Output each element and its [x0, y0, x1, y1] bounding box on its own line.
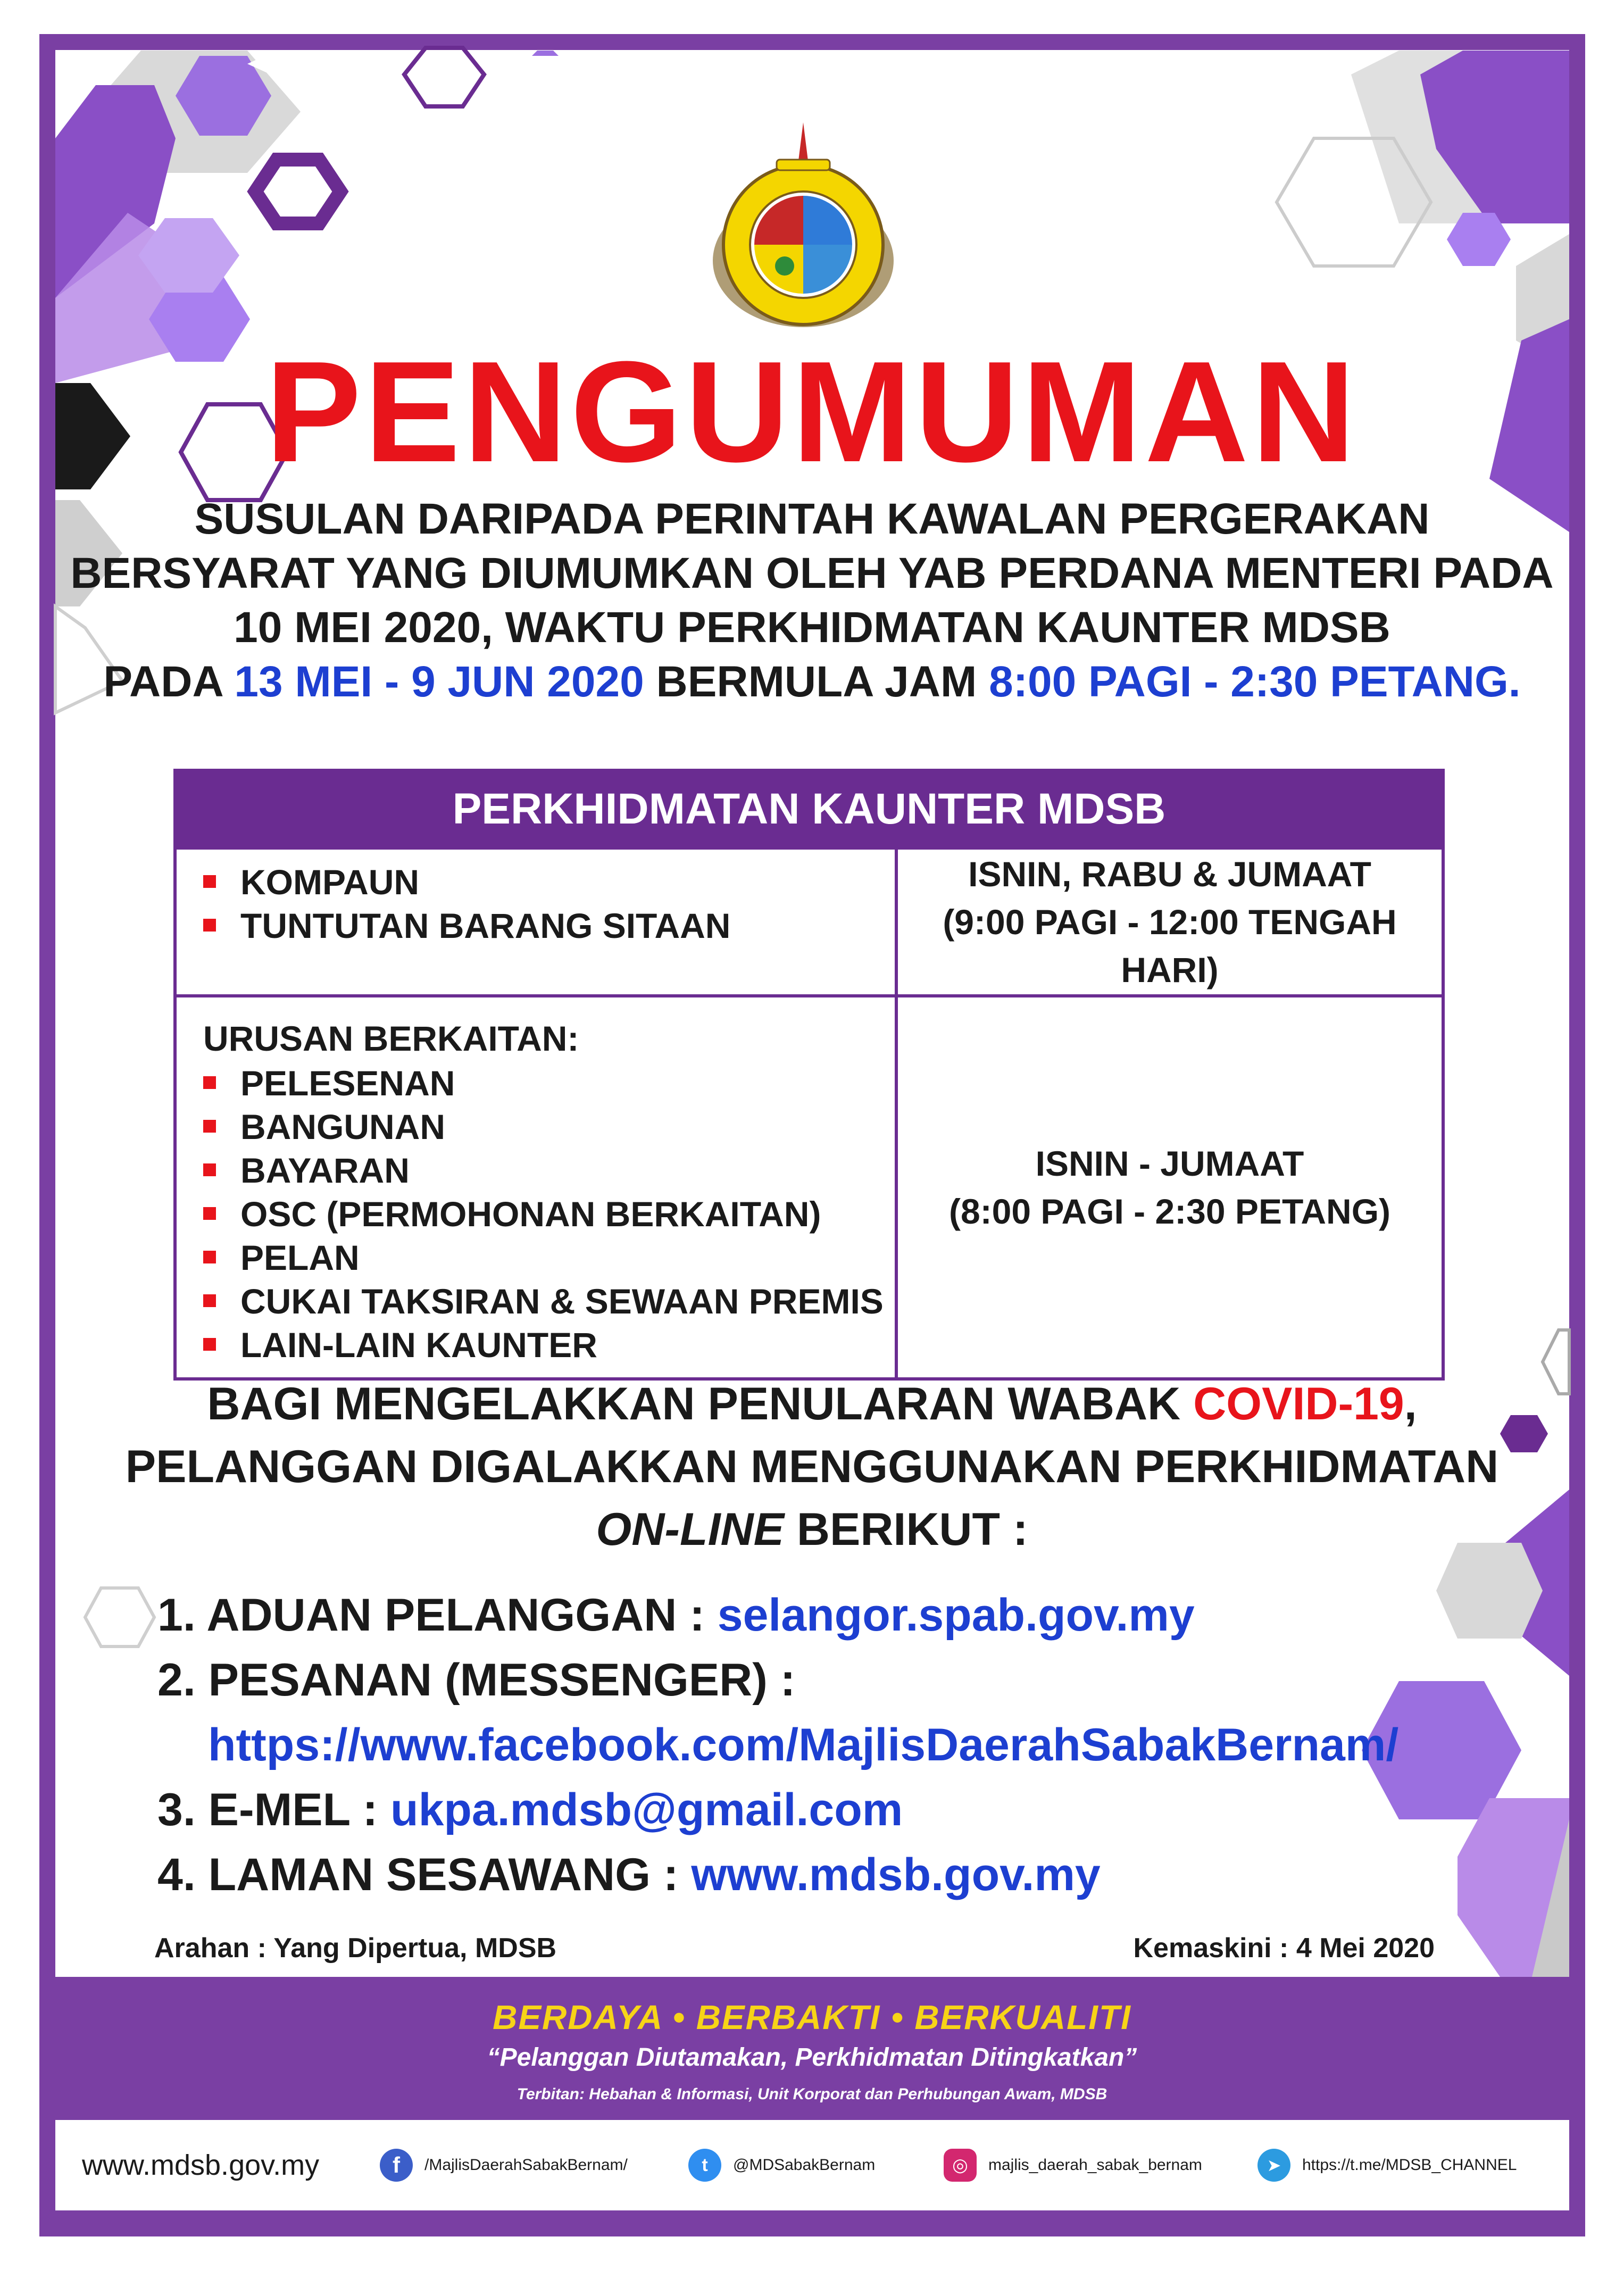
lead-line-4-mid: BERMULA JAM	[644, 658, 989, 706]
footer-telegram[interactable]	[1257, 2120, 1517, 2210]
facebook-icon: f	[380, 2149, 413, 2182]
footer-twitter-text: @MDSabakBernam	[733, 2156, 876, 2174]
lead-dates: 13 MEI - 9 JUN 2020	[234, 658, 644, 706]
footer-facebook-text: /MajlisDaerahSabakBernam/	[424, 2156, 628, 2174]
announcement-lead	[0, 492, 1624, 709]
list-item: PELAN	[198, 1236, 884, 1279]
footer-website[interactable]	[82, 2120, 319, 2210]
service-row-2-items	[175, 996, 896, 1379]
online-word: ON-LINE	[596, 1504, 784, 1555]
updated-date: Kemaskini : 4 Mei 2020	[1133, 1933, 1435, 1964]
mdsb-crest-logo	[692, 85, 915, 330]
list-item: OSC (PERMOHONAN BERKAITAN)	[198, 1192, 884, 1236]
directive-note: Arahan : Yang Dipertua, MDSB	[154, 1933, 557, 1964]
advice-line-1-prefix: BAGI MENGELAKKAN PENULARAN WABAK	[207, 1378, 1194, 1429]
tagline: “Pelanggan Diutamakan, Perkhidmatan Ditingkatkan”	[487, 2043, 1137, 2072]
online-service-messenger	[157, 1648, 1398, 1777]
page-title: PENGUMUMAN	[265, 332, 1359, 492]
service-label: 2. PESANAN (MESSENGER) :	[157, 1654, 796, 1706]
footer-instagram[interactable]	[944, 2120, 1202, 2210]
service-label: 4. LAMAN SESAWANG :	[157, 1849, 692, 1900]
online-service-complaint	[157, 1583, 1398, 1648]
service-label: 1. ADUAN PELANGGAN :	[157, 1590, 718, 1641]
online-services-list	[157, 1583, 1398, 1907]
motto: BERDAYA • BERBAKTI • BERKUALITI	[493, 1998, 1131, 2036]
schedule-hours: (9:00 PAGI - 12:00 TENGAH HARI)	[943, 902, 1397, 990]
social-footer	[55, 2120, 1569, 2210]
lead-hours: 8:00 PAGI - 2:30 PETANG.	[989, 658, 1521, 706]
telegram-icon: ➤	[1257, 2149, 1290, 2182]
list-item: BANGUNAN	[198, 1105, 884, 1149]
list-item: LAIN-LAIN KAUNTER	[198, 1323, 884, 1367]
lead-line-4	[0, 655, 1624, 709]
schedule-hours: (8:00 PAGI - 2:30 PETANG)	[948, 1192, 1391, 1231]
messenger-link[interactable]: https://www.facebook.com/MajlisDaerahSabakBernam/	[208, 1719, 1399, 1770]
service-row-1-items	[175, 848, 896, 996]
footer-facebook[interactable]	[380, 2120, 628, 2210]
list-item: CUKAI TAKSIRAN & SEWAAN PREMIS	[198, 1279, 884, 1323]
footer-telegram-text: https://t.me/MDSB_CHANNEL	[1302, 2156, 1517, 2174]
complaint-link[interactable]: selangor.spab.gov.my	[717, 1590, 1195, 1641]
schedule-days: ISNIN - JUMAAT	[1035, 1144, 1304, 1183]
footer-twitter[interactable]	[688, 2120, 875, 2210]
online-service-email	[157, 1777, 1398, 1842]
row-heading: URUSAN BERKAITAN:	[203, 1019, 579, 1058]
service-label: 3. E-MEL :	[157, 1784, 391, 1835]
hex-left-lower	[85, 1588, 154, 1647]
advice-line-2: PELANGGAN DIGALAKKAN MENGGUNAKAN PERKHIDMATAN	[125, 1441, 1499, 1492]
lead-line-2: BERSYARAT YANG DIUMUMKAN OLEH YAB PERDANA MENTERI PADA	[70, 549, 1554, 597]
service-row-2-schedule	[896, 996, 1443, 1379]
website-link[interactable]: www.mdsb.gov.my	[691, 1849, 1101, 1900]
lead-line-3: 10 MEI 2020, WAKTU PERKHIDMATAN KAUNTER MDSB	[234, 603, 1390, 652]
footer-website-text: www.mdsb.gov.my	[82, 2149, 320, 2181]
service-table	[173, 769, 1445, 1381]
list-item: TUNTUTAN BARANG SITAAN	[198, 904, 884, 947]
service-row-1-schedule	[896, 848, 1443, 996]
lead-line-4-prefix: PADA	[103, 658, 235, 706]
list-item: PELESENAN	[198, 1061, 884, 1105]
list-item: BAYARAN	[198, 1149, 884, 1192]
publisher-note: Terbitan: Hebahan & Informasi, Unit Korporat dan Perhubungan Awam, MDSB	[517, 2085, 1107, 2103]
online-advice	[0, 1373, 1624, 1561]
lead-line-1: SUSULAN DARIPADA PERINTAH KAWALAN PERGERAKAN	[194, 495, 1430, 543]
advice-line-3	[0, 1498, 1624, 1561]
online-service-website	[157, 1842, 1398, 1907]
covid-label: COVID-19	[1193, 1378, 1404, 1429]
list-item: KOMPAUN	[198, 860, 884, 904]
email-link[interactable]: ukpa.mdsb@gmail.com	[390, 1784, 903, 1835]
advice-line-1-suffix: ,	[1404, 1378, 1417, 1429]
footer-instagram-text: majlis_daerah_sabak_bernam	[988, 2156, 1202, 2174]
advice-line-1	[0, 1373, 1624, 1435]
service-table-header: PERKHIDMATAN KAUNTER MDSB	[175, 770, 1443, 848]
twitter-icon: t	[688, 2149, 721, 2182]
schedule-days: ISNIN, RABU & JUMAAT	[968, 854, 1371, 894]
advice-line-3-suffix: BERIKUT :	[784, 1504, 1028, 1555]
instagram-icon: ◎	[944, 2149, 977, 2182]
